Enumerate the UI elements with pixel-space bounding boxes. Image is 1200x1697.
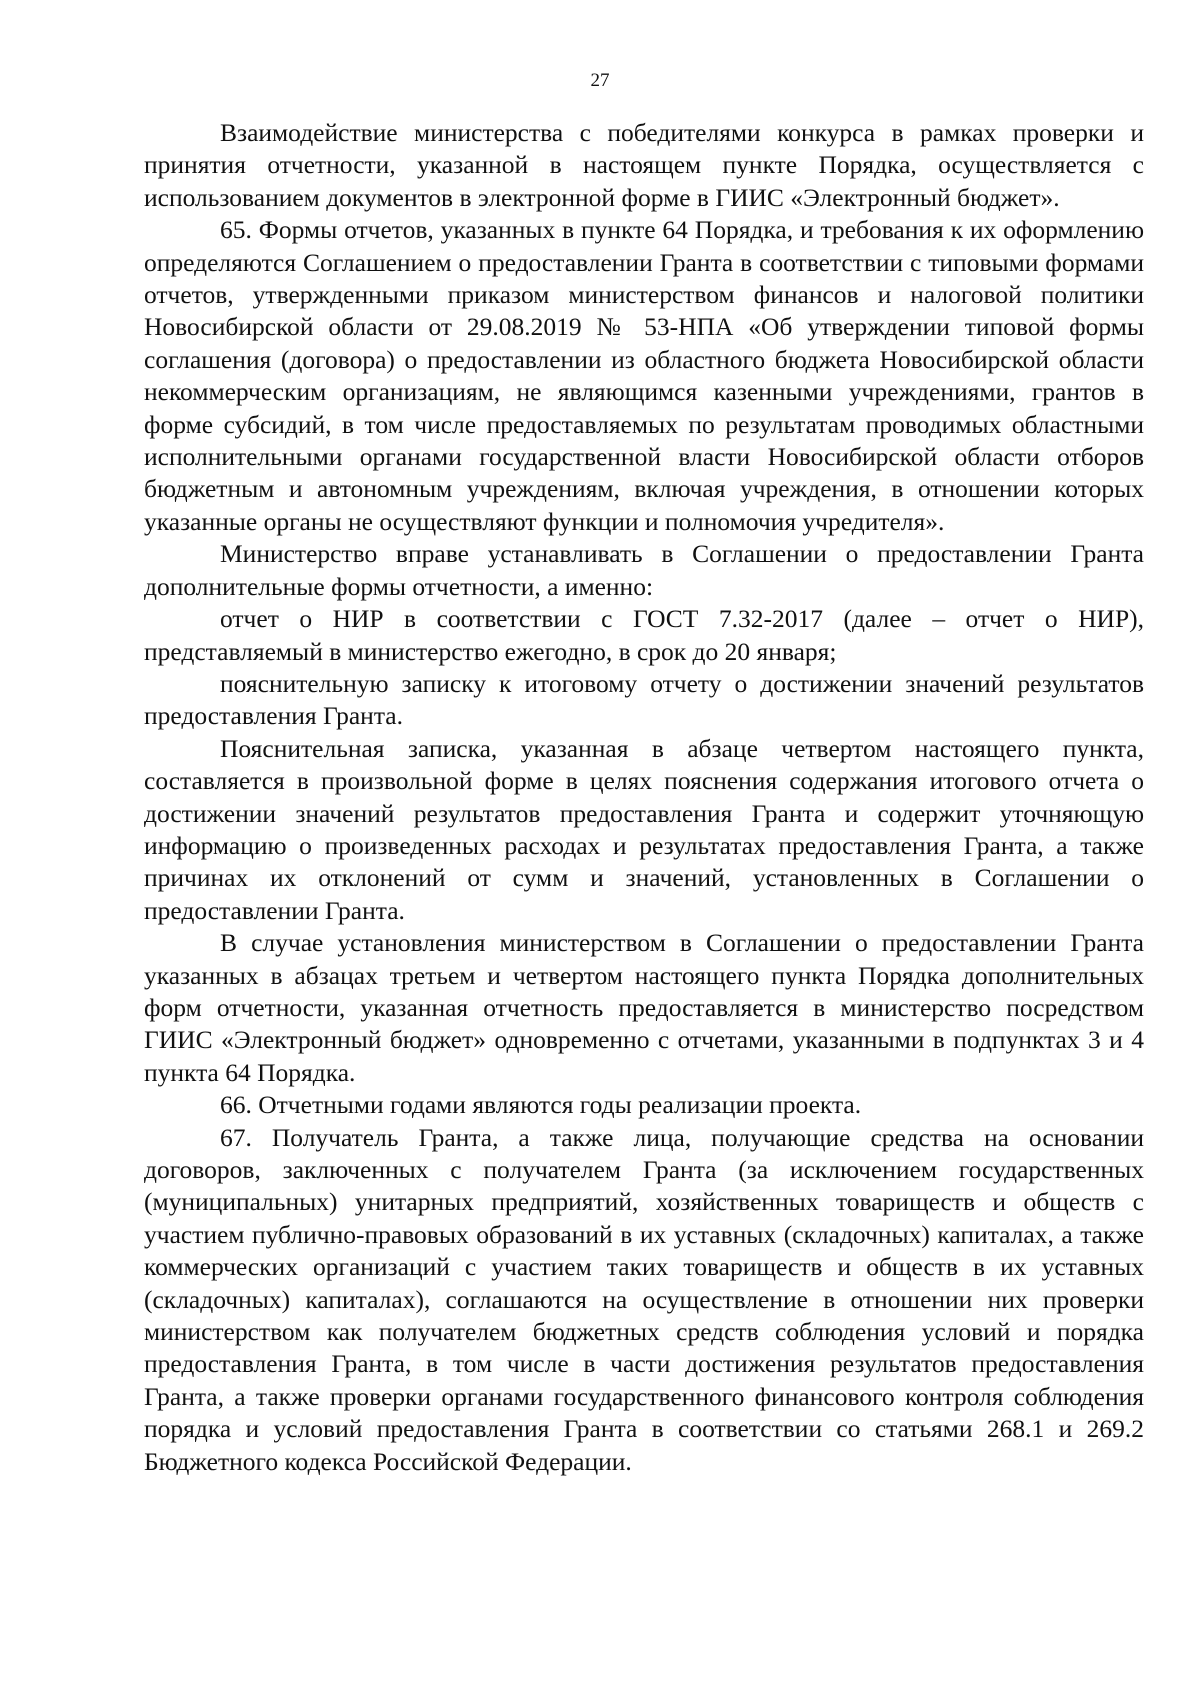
paragraph-additional-forms: Министерство вправе устанавливать в Соглашении о предоставлении Гранта дополнительные формы отчетности, а именно: <box>144 539 1144 601</box>
paragraph-interaction: Взаимодействие министерства с победителями конкурса в рамках проверки и принятия отчетности, указанной в настоящем пункте Порядка, осуществляется с использованием документов в электронной форме в ГИИС «Электронный бюджет». <box>144 118 1144 212</box>
paragraph-submission: В случае установления министерством в Соглашении о предоставлении Гранта указанных в абзацах третьем и четвертом настоящего пункта Порядка дополнительных форм отчетности, указанная отчетность предоставляется в министерство посредством ГИИС «Электронный бюджет» одновременно с отчетами, указанными в подпунктах 3 и 4 пункта 64 Порядка. <box>144 928 1144 1087</box>
paragraph-explanatory-note-details: Пояснительная записка, указанная в абзаце четвертом настоящего пункта, составляется в произвольной форме в целях пояснения содержания итогового отчета о достижении значений результатов предоставления Гранта и содержит уточняющую информацию о произведенных расходах и результатах предоставления Гранта, а также причинах их отклонений от сумм и значений, установленных в Соглашении о предоставлении Гранта. <box>144 733 1144 925</box>
paragraph-67: 67. Получатель Гранта, а также лица, получающие средства на основании договоров, заключенных с получателем Гранта (за исключением государственных (муниципальных) унитарных предприятий, хозяйственных товариществ и обществ с участием публично-правовых образований в их уставных (складочных) капиталах, а также коммерческих организаций с участием таких товариществ и обществ в их уставных (складочных) капиталах), соглашаются на осуществление в отношении них проверки министерством как получателем бюджетных средств соблюдения условий и порядка предоставления Гранта, в том числе в части достижения результатов предоставления Гранта, а также проверки органами государственного финансового контроля соблюдения порядка и условий предоставления Гранта в соответствии со статьями 268.1 и 269.2 Бюджетного кодекса Российской Федерации. <box>144 1122 1144 1476</box>
paragraph-nir-report: отчет о НИР в соответствии с ГОСТ 7.32-2017 (далее – отчет о НИР), представляемый в министерство ежегодно, в срок до 20 января; <box>144 604 1144 666</box>
document-body <box>144 117 1144 1478</box>
paragraph-66: 66. Отчетными годами являются годы реализации проекта. <box>220 1090 862 1120</box>
paragraph-65: 65. Формы отчетов, указанных в пункте 64 Порядка, и требования к их оформлению определяются Соглашением о предоставлении Гранта в соответствии с типовыми формами отчетов, утвержденными приказом министерством финансов и налоговой политики Новосибирской области от 29.08.2019 № 53-НПА «Об утверждении типовой формы соглашения (договора) о предоставлении из областного бюджета Новосибирской области некоммерческим организациям, не являющимся казенными учреждениями, грантов в форме субсидий, в том числе предоставляемых по результатам проводимых областными исполнительными органами государственной власти Новосибирской области отборов бюджетным и автономным учреждениям, включая учреждения, в отношении которых указанные органы не осуществляют функции и полномочия учредителя». <box>144 215 1144 536</box>
paragraph-explanatory-note: пояснительную записку к итоговому отчету о достижении значений результатов предоставления Гранта. <box>144 668 1144 731</box>
page-number: 27 <box>590 70 610 91</box>
